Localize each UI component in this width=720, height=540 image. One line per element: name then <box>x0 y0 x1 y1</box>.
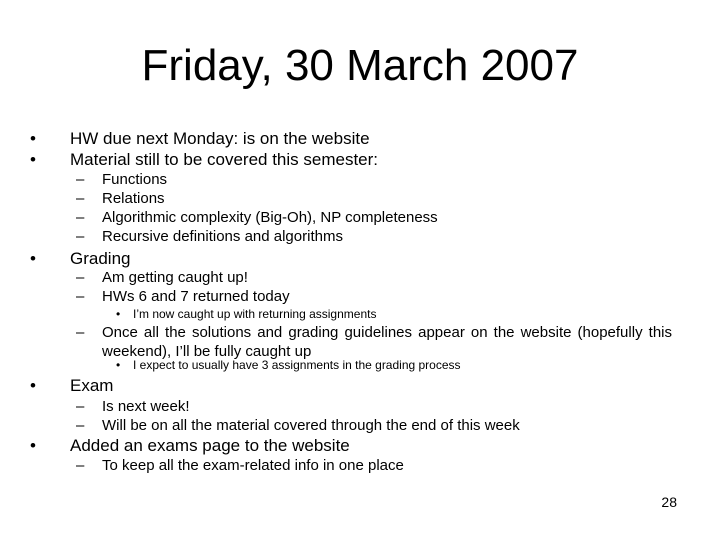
dash-marker: – <box>76 190 85 207</box>
detail-item-assignments: I expect to usually have 3 assignments in the grading process <box>133 358 461 372</box>
dash-marker: – <box>76 457 85 474</box>
bullet-exams-page: Added an exams page to the website <box>70 436 350 455</box>
sub-item-exam-material: Will be on all the material covered through the end of this week <box>102 417 520 434</box>
sub-item-recursive: Recursive definitions and algorithms <box>102 228 343 245</box>
sub-item-complexity: Algorithmic complexity (Big-Oh), NP completeness <box>102 209 438 226</box>
sub-item-next-week: Is next week! <box>102 398 190 415</box>
bullet-marker: • <box>30 249 36 268</box>
bullet-marker: • <box>30 129 36 148</box>
dash-marker: – <box>76 269 85 286</box>
dash-marker: – <box>76 209 85 226</box>
bullet-marker: • <box>116 307 121 321</box>
bullet-marker: • <box>30 150 36 169</box>
slide-title: Friday, 30 March 2007 <box>141 41 579 90</box>
bullet-hw: HW due next Monday: is on the website <box>70 129 370 148</box>
detail-item-returning: I’m now caught up with returning assignments <box>133 307 377 321</box>
bullet-grading: Grading <box>70 249 131 268</box>
dash-marker: – <box>76 171 85 188</box>
sub-item-hws-returned: HWs 6 and 7 returned today <box>102 288 290 305</box>
page-number: 28 <box>661 494 677 510</box>
bullet-material: Material still to be covered this semester: <box>70 150 379 169</box>
bullet-exam: Exam <box>70 376 114 395</box>
sub-item-exam-info: To keep all the exam-related info in one place <box>102 457 404 474</box>
sub-item-caught-up: Am getting caught up! <box>102 269 248 286</box>
bullet-marker: • <box>30 376 36 395</box>
dash-marker: – <box>76 288 85 305</box>
dash-marker: – <box>76 324 85 341</box>
sub-item-solutions: Once all the solutions and grading guidelines appear on the website (hopefully this weekend), I’ll be fully caught up <box>102 324 672 360</box>
dash-marker: – <box>76 398 85 415</box>
bullet-marker: • <box>116 358 121 372</box>
dash-marker: – <box>76 228 85 245</box>
sub-item-relations: Relations <box>102 190 165 207</box>
sub-item-functions: Functions <box>102 171 168 188</box>
dash-marker: – <box>76 417 85 434</box>
bullet-marker: • <box>30 436 36 455</box>
